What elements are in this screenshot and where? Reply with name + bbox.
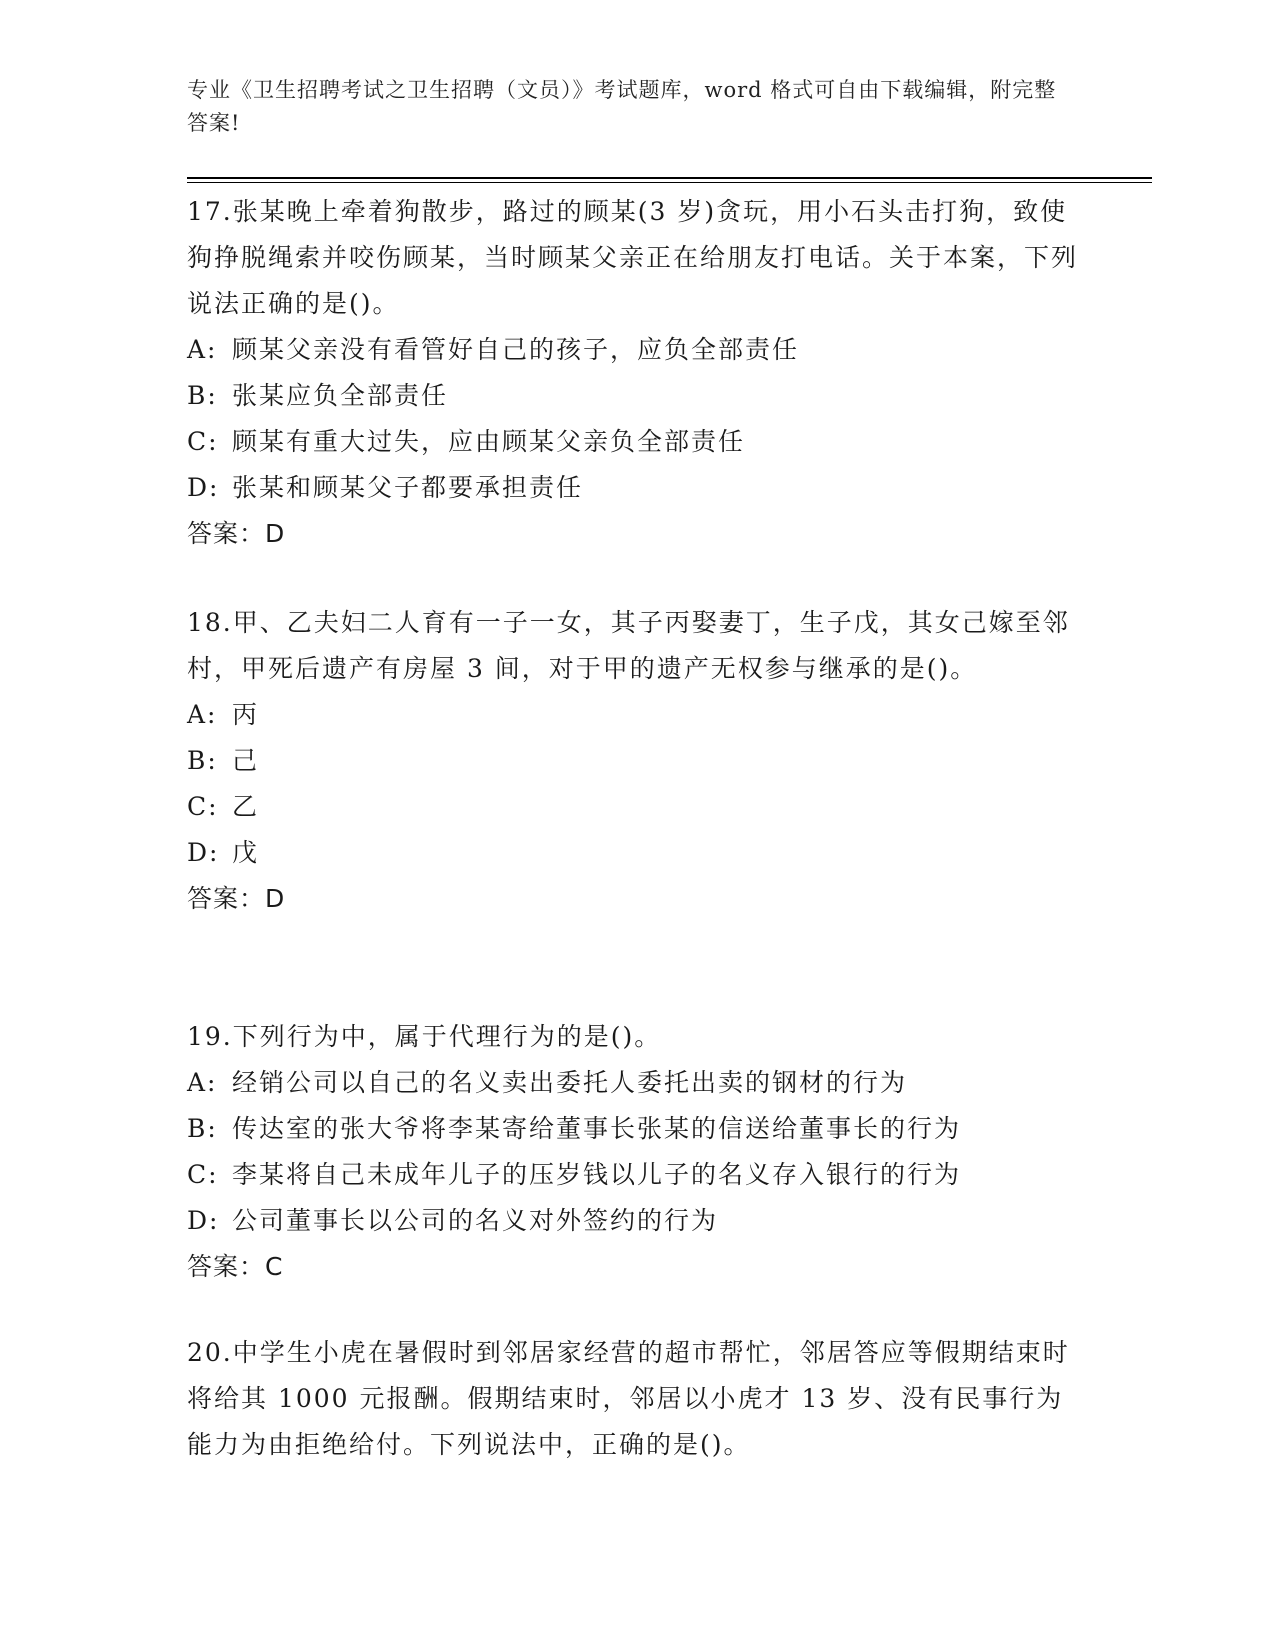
option-text: 戊: [232, 838, 260, 867]
question-20: [187, 1330, 1087, 1468]
option-key: B:: [187, 746, 218, 775]
option-key: A:: [187, 700, 218, 729]
option-text: 顾某父亲没有看管好自己的孩子，应负全部责任: [232, 335, 800, 364]
question-stem: 18.甲、乙夫妇二人育有一子一女，其子丙娶妻丁，生子戊，其女己嫁至邻村，甲死后遗产有房屋 3 间，对于甲的遗产无权参与继承的是()。: [187, 608, 1070, 683]
option-b: [187, 373, 1087, 419]
option-key: D:: [187, 838, 220, 867]
option-text: 张某和顾某父子都要承担责任: [232, 473, 584, 502]
option-key: C:: [187, 1160, 219, 1189]
option-text: 李某将自己未成年儿子的压岁钱以儿子的名义存入银行的行为: [232, 1160, 962, 1189]
option-key: A:: [187, 1068, 218, 1097]
option-key: C:: [187, 792, 219, 821]
option-key: D:: [187, 473, 220, 502]
option-a: [187, 327, 1087, 373]
option-text: 张某应负全部责任: [232, 381, 449, 410]
question-stem: 19.下列行为中，属于代理行为的是()。: [187, 1022, 662, 1051]
question-18: [187, 600, 1087, 922]
option-text: 公司董事长以公司的名义对外签约的行为: [232, 1206, 719, 1235]
option-text: 己: [232, 746, 260, 775]
answer-label: 答案：C: [187, 1252, 284, 1281]
option-d: [187, 465, 1087, 511]
answer-label: 答案：D: [187, 519, 286, 548]
option-text: 乙: [232, 792, 260, 821]
option-d: [187, 1198, 1087, 1244]
option-text: 经销公司以自己的名义卖出委托人委托出卖的钢材的行为: [232, 1068, 908, 1097]
option-d: [187, 830, 1087, 876]
option-text: 丙: [232, 700, 260, 729]
question-19: [187, 1014, 1087, 1290]
option-key: B:: [187, 381, 218, 410]
question-17: [187, 189, 1087, 557]
option-text: 传达室的张大爷将李某寄给董事长张某的信送给董事长的行为: [232, 1114, 962, 1143]
question-stem: 17.张某晚上牵着狗散步，路过的顾某(3 岁)贪玩，用小石头击打狗，致使狗挣脱绳索并咬伤顾某，当时顾某父亲正在给朋友打电话。关于本案，下列说法正确的是()。: [187, 197, 1079, 318]
option-a: [187, 692, 1087, 738]
question-stem: 20.中学生小虎在暑假时到邻居家经营的超市帮忙，邻居答应等假期结束时将给其 1000 元报酬。假期结束时，邻居以小虎才 13 岁、没有民事行为能力为由拒绝给付。下列说法中，正确的是()。: [187, 1338, 1070, 1459]
option-c: [187, 784, 1087, 830]
document-header: 专业《卫生招聘考试之卫生招聘（文员）》考试题库，word 格式可自由下载编辑，附完整答案!: [187, 78, 1057, 135]
option-b: [187, 1106, 1087, 1152]
option-b: [187, 738, 1087, 784]
option-key: B:: [187, 1114, 218, 1143]
header-divider-thick: [187, 177, 1152, 179]
option-text: 顾某有重大过失，应由顾某父亲负全部责任: [232, 427, 746, 456]
answer-label: 答案：D: [187, 884, 286, 913]
option-key: D:: [187, 1206, 220, 1235]
option-key: A:: [187, 335, 218, 364]
option-a: [187, 1060, 1087, 1106]
option-c: [187, 419, 1087, 465]
header-divider-thin: [187, 182, 1152, 183]
option-c: [187, 1152, 1087, 1198]
option-key: C:: [187, 427, 219, 456]
